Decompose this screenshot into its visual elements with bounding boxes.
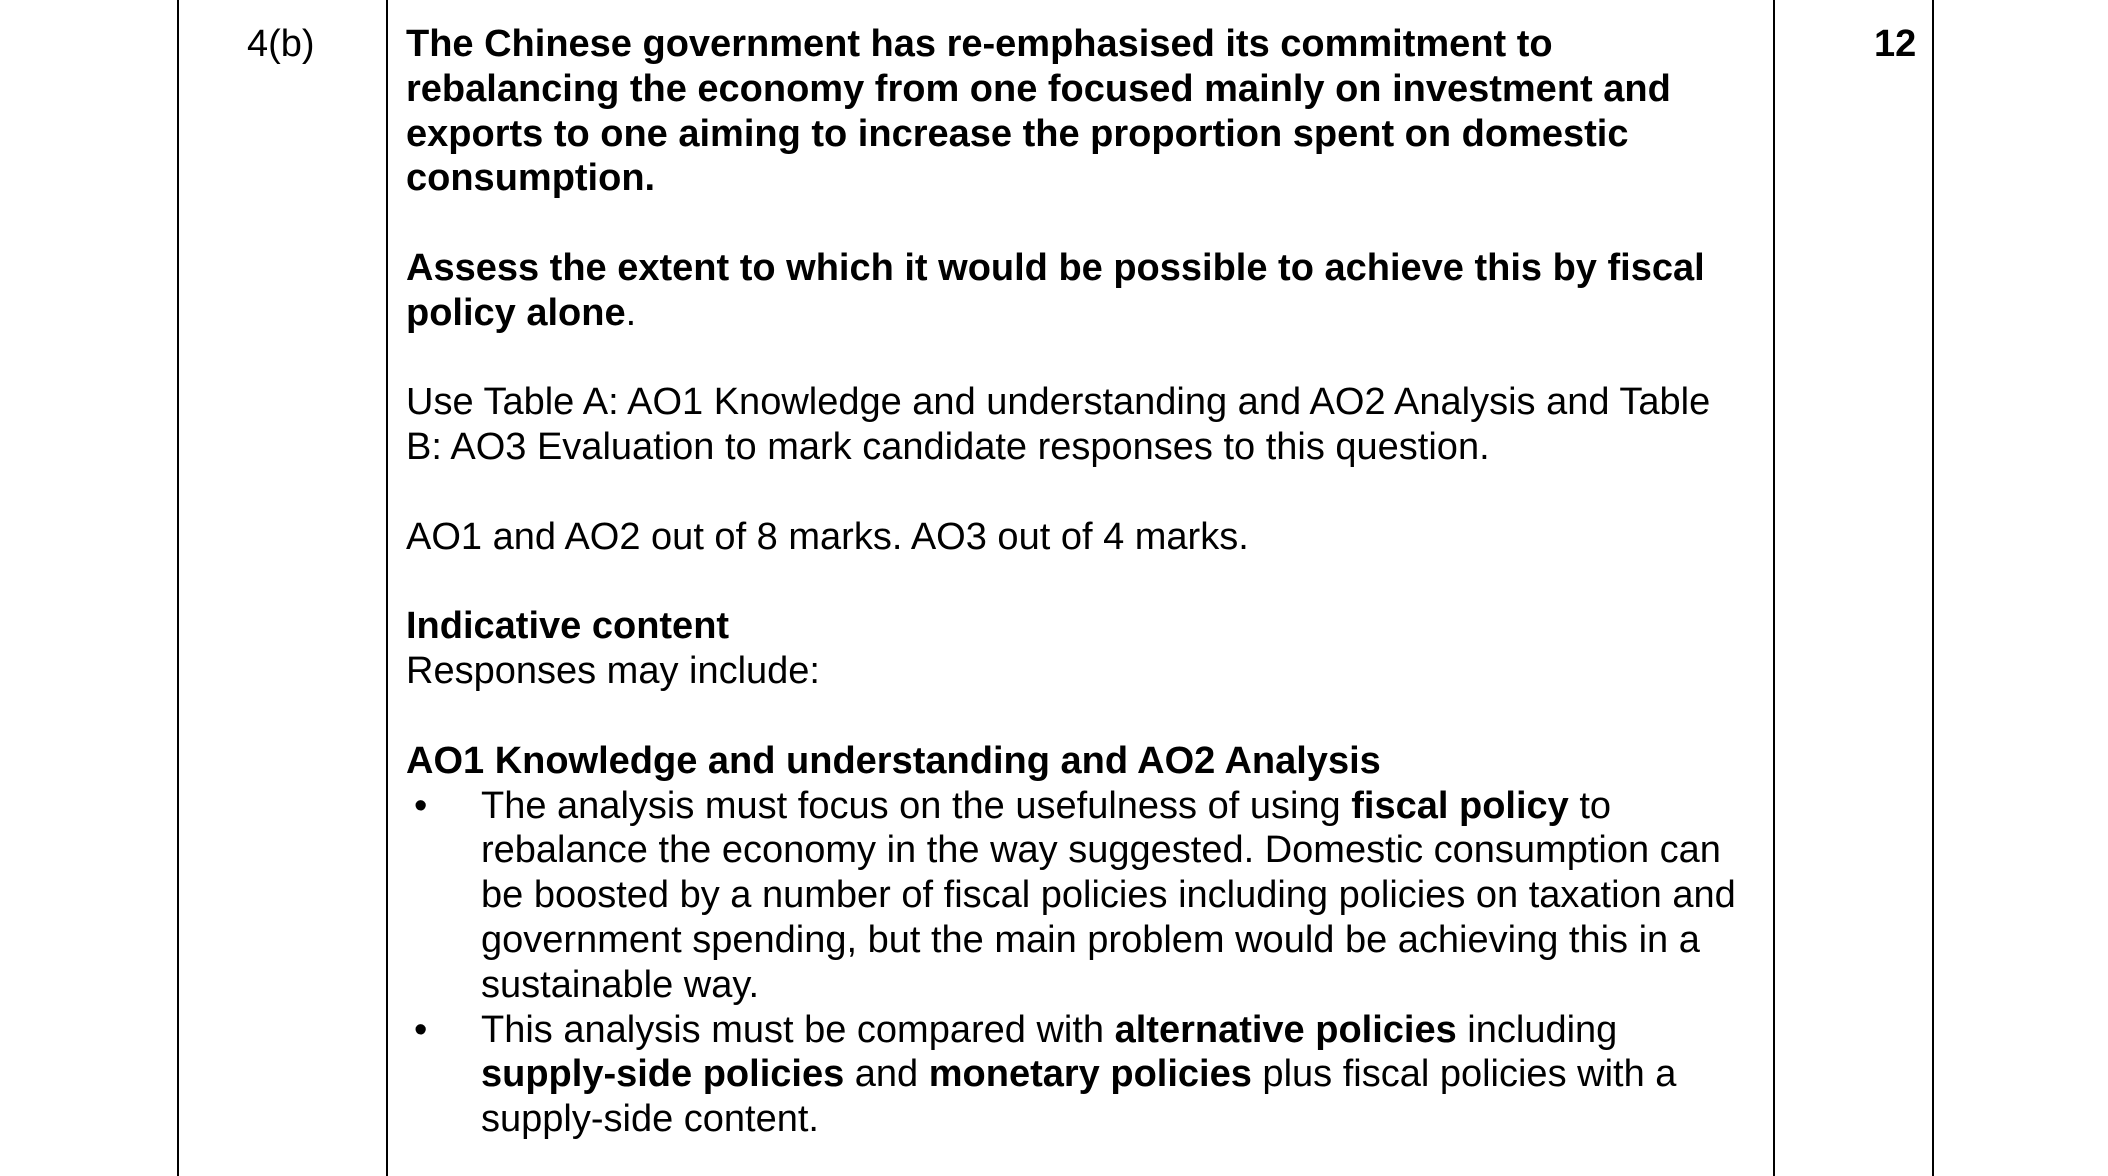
question-task-end: . <box>625 291 637 334</box>
bullet2-text-e: and <box>844 1053 929 1096</box>
bullet2-text-c: including <box>1456 1008 1618 1051</box>
bullet1-text-bold: fiscal policy <box>1351 784 1569 827</box>
indicative-points <box>406 784 1756 1142</box>
ao-heading: AO1 Knowledge and understanding and AO2 Analysis <box>406 739 1381 782</box>
bullet-icon: • <box>414 784 428 827</box>
marks-split: AO1 and AO2 out of 8 marks. AO3 out of 4 marks. <box>406 515 1249 558</box>
bullet1-text-c: to rebalance the economy in the way suggested. Domestic consumption can be boosted by a number of fiscal policies including policies on taxation and government spending, but the main problem would be achieving this in a sustainable way. <box>481 784 1736 1006</box>
mark-scheme-table <box>177 0 1934 1176</box>
question-task <box>406 246 1756 336</box>
table-border-left <box>177 0 179 1176</box>
list-item <box>406 1008 1756 1142</box>
responses-intro: Responses may include: <box>406 650 820 693</box>
bullet2-text-g: plus fiscal policies with a supply-side content. <box>481 1053 1677 1141</box>
table-border-marks-col <box>1773 0 1775 1176</box>
bullet1-text-a: The analysis must focus on the usefulness of using <box>481 784 1352 827</box>
bullet2-text-a: This analysis must be compared with <box>481 1008 1115 1051</box>
indicative-content-heading: Indicative content <box>406 605 730 648</box>
table-border-question-col <box>386 0 388 1176</box>
bullet2-text-bold-2: supply-side policies <box>481 1053 845 1096</box>
question-task-bold: Assess the extent to which it would be possible to achieve this by fiscal policy alone <box>406 246 1705 334</box>
list-item <box>406 784 1756 1008</box>
question-stem: The Chinese government has re-emphasised its commitment to rebalancing the economy from one focused mainly on investment and exports to one aiming to increase the proportion spent on domestic consumption. <box>406 23 1671 200</box>
bullet2-text-bold-3: monetary policies <box>928 1053 1252 1096</box>
bullet-icon: • <box>414 1008 428 1051</box>
table-border-right <box>1932 0 1934 1176</box>
question-marks: 12 <box>1874 23 1917 65</box>
marking-instruction: Use Table A: AO1 Knowledge and understanding and AO2 Analysis and Table B: AO3 Evaluation to mark candidate responses to this question. <box>406 381 1711 469</box>
answer-cell <box>406 22 1756 1142</box>
question-number: 4(b) <box>247 23 315 65</box>
bullet2-text-bold-1: alternative policies <box>1114 1008 1457 1051</box>
